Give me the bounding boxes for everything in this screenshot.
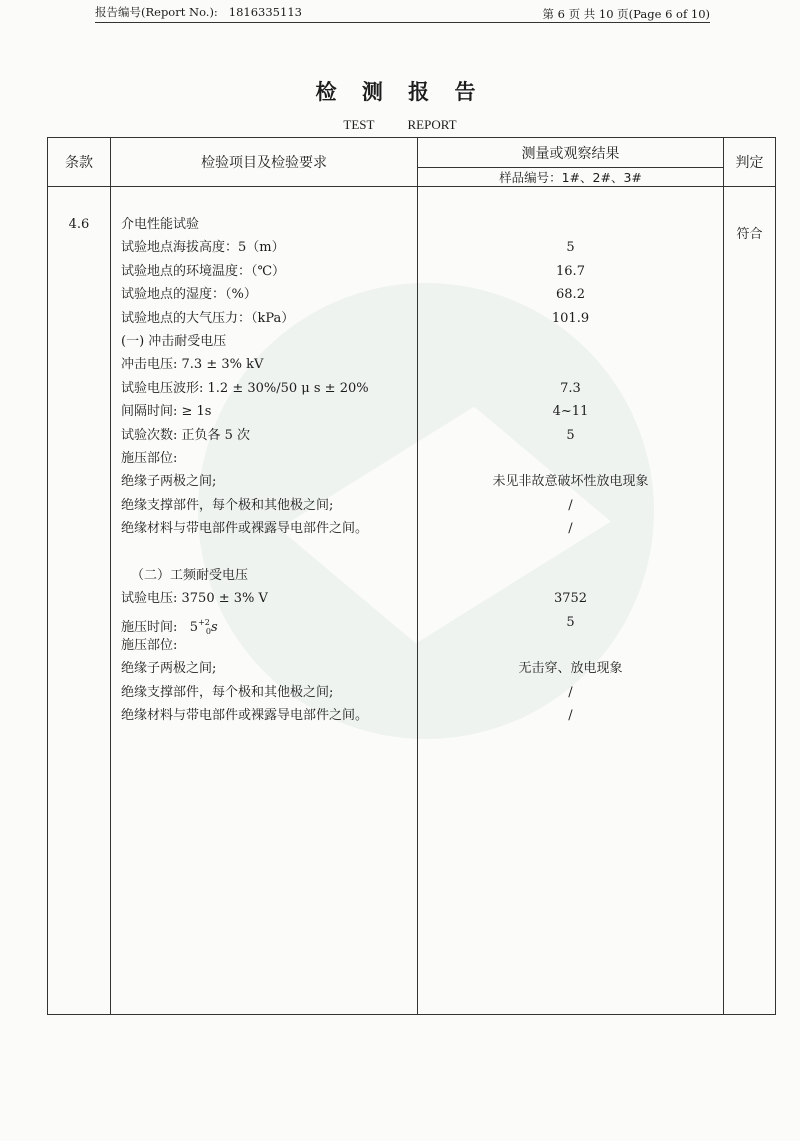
- item-line: 试验地点海拔高度：5（m）: [121, 240, 285, 256]
- result-line: 5: [566, 614, 575, 630]
- apply-time-unit: s: [210, 619, 218, 635]
- result-line: [418, 634, 723, 657]
- col-results-header: 测量或观察结果: [418, 138, 724, 168]
- result-line: /: [568, 684, 573, 700]
- col-samples-header: 样品编号：1#、2#、3#: [418, 168, 724, 187]
- clause-cell: [48, 187, 111, 1015]
- page-subtitle: TEST REPORT: [343, 117, 457, 132]
- result-line: [418, 564, 723, 587]
- result-line: 68.2: [556, 287, 585, 303]
- items-cell: [111, 187, 418, 1015]
- result-line: 4~11: [552, 404, 589, 420]
- item-line: （二）工频耐受电压: [131, 567, 249, 583]
- result-line: 5: [566, 427, 575, 443]
- result-line: 3752: [553, 591, 588, 607]
- item-line: 试验电压波形: 1.2 ± 30%/50 μ s ± 20%: [121, 380, 369, 396]
- result-line: 7.3: [560, 380, 581, 396]
- col-items-header: 检验项目及检验要求: [111, 138, 418, 187]
- apply-time-label: 施压时间:: [121, 619, 178, 635]
- item-line: 绝缘材料与带电部件或裸露导电部件之间。: [121, 521, 369, 537]
- result-line: 101.9: [551, 310, 590, 326]
- result-line: /: [568, 521, 573, 537]
- apply-time-upper: +2: [198, 617, 210, 627]
- report-table: [47, 137, 776, 1015]
- item-line: 试验地点的环境温度：（℃）: [121, 263, 286, 279]
- page-info: 第 6 页 共 10 页(Page 6 of 10): [542, 7, 710, 21]
- apply-time-value: [189, 617, 218, 636]
- result-line: 无击穿、放电现象: [518, 661, 623, 677]
- page-title: 检 测 报 告: [315, 79, 485, 104]
- item-line: 施压部位:: [121, 450, 178, 466]
- item-line: 试验电压: 3750 ± 3% V: [121, 591, 268, 607]
- report-number-label: 报告编号(Report No.):: [95, 5, 218, 19]
- results-cell: [418, 187, 724, 1015]
- result-line: 16.7: [556, 263, 585, 279]
- result-line: /: [568, 708, 573, 724]
- item-line: 试验地点的大气压力：（kPa）: [121, 310, 295, 326]
- col-clause-header: 条款: [48, 138, 111, 187]
- verdict-value: 符合: [736, 227, 763, 242]
- apply-time-base: 5: [189, 619, 199, 635]
- col-verdict-header: 判定: [724, 138, 776, 187]
- item-line: 绝缘子两极之间;: [121, 661, 217, 677]
- item-line: 绝缘支撑部件，每个极和其他极之间;: [121, 497, 334, 513]
- item-line: [121, 540, 417, 563]
- page-header: [95, 4, 710, 23]
- result-line: 未见非故意破坏性放电现象: [492, 474, 649, 490]
- verdict-cell: [724, 187, 776, 1015]
- result-line: [418, 213, 723, 236]
- result-line: [418, 353, 723, 376]
- item-line: 施压部位:: [121, 638, 178, 654]
- item-line: (一) 冲击耐受电压: [121, 333, 227, 349]
- result-line: 5: [566, 240, 575, 256]
- apply-time-lower: 0: [205, 626, 211, 636]
- item-line: 绝缘支撑部件，每个极和其他极之间;: [121, 684, 334, 700]
- result-line: /: [568, 497, 573, 513]
- report-number-value: 1816335113: [228, 5, 302, 19]
- item-line-apply-time: [121, 611, 417, 634]
- item-line: 介电性能试验: [121, 217, 200, 232]
- result-line: [418, 447, 723, 470]
- result-line: [418, 330, 723, 353]
- result-line: [418, 540, 723, 563]
- item-line: 试验地点的湿度：（%）: [121, 287, 257, 303]
- item-line: 间隔时间: ≥ 1s: [121, 404, 212, 420]
- item-line: 试验次数: 正负各 5 次: [121, 427, 251, 443]
- item-line: 绝缘子两极之间;: [121, 474, 217, 490]
- report-number: [95, 4, 302, 20]
- item-line: 绝缘材料与带电部件或裸露导电部件之间。: [121, 708, 369, 724]
- clause-number: 4.6: [68, 217, 90, 232]
- item-line: 冲击电压: 7.3 ± 3% kV: [121, 357, 264, 373]
